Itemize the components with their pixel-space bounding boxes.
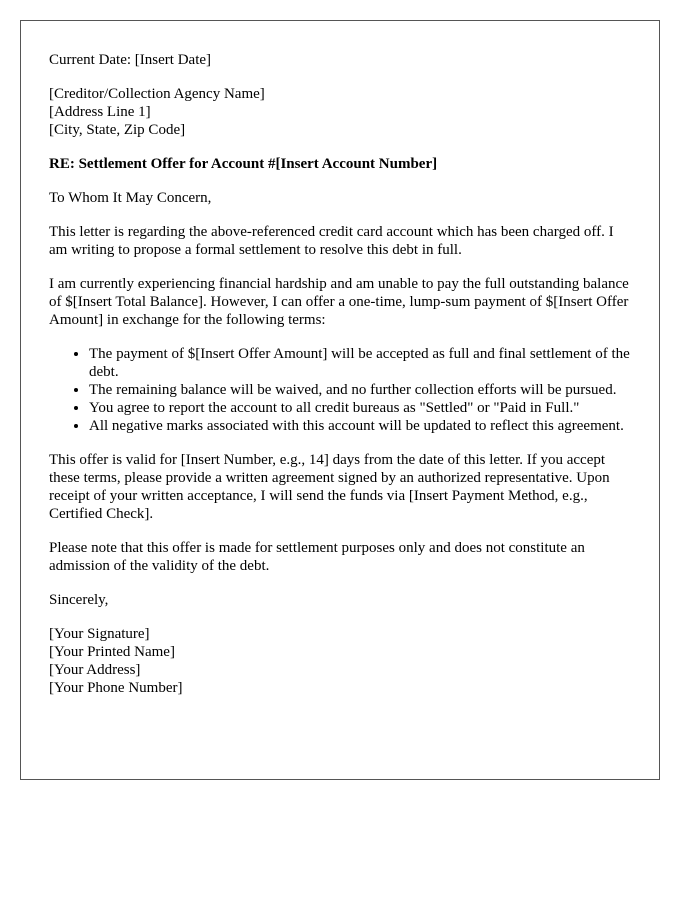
terms-list xyxy=(49,345,631,435)
list-item: • The payment of $[Insert Offer Amount] will be accepted as full and final settlement of the debt. xyxy=(89,345,631,381)
list-item: • You agree to report the account to all credit bureaus as "Settled" or "Paid in Full." xyxy=(89,399,631,417)
recipient-name: [Creditor/Collection Agency Name] xyxy=(49,86,265,102)
list-item: • All negative marks associated with this account will be updated to reflect this agreement. xyxy=(89,417,631,435)
letter-page xyxy=(20,20,660,780)
salutation: To Whom It May Concern, xyxy=(49,190,212,206)
subject-line: RE: Settlement Offer for Account #[Insert Account Number] xyxy=(49,156,438,172)
recipient-city-state-zip: [City, State, Zip Code] xyxy=(49,122,186,138)
paragraph-hardship: I am currently experiencing financial hardship and am unable to pay the full outstanding balance of $[Insert Total Balance]. However, I can offer a one-time, lump-sum payment of $[Insert Offer Amount] in exchange for the following terms: xyxy=(49,276,629,328)
recipient-address xyxy=(49,85,631,139)
sender-address: [Your Address] xyxy=(49,662,141,678)
paragraph-validity: This offer is valid for [Insert Number, e.g., 14] days from the date of this letter. If you accept these terms, please provide a written agreement signed by an authorized representative. Upon receipt of your written acceptance, I will send the funds via [Insert Payment Method, e.g., Certified Check]. xyxy=(49,452,610,522)
paragraph-disclaimer: Please note that this offer is made for settlement purposes only and does not constitute an admission of the validity of the debt. xyxy=(49,540,585,574)
sender-block xyxy=(49,625,631,697)
closing: Sincerely, xyxy=(49,592,109,608)
date-line: Current Date: [Insert Date] xyxy=(49,52,212,68)
sender-signature: [Your Signature] xyxy=(49,626,150,642)
sender-printed-name: [Your Printed Name] xyxy=(49,644,175,660)
paragraph-intro: This letter is regarding the above-referenced credit card account which has been charged off. I am writing to propose a formal settlement to resolve this debt in full. xyxy=(49,224,614,258)
list-item: • The remaining balance will be waived, and no further collection efforts will be pursued. xyxy=(89,381,631,399)
recipient-address-line1: [Address Line 1] xyxy=(49,104,151,120)
sender-phone: [Your Phone Number] xyxy=(49,680,183,696)
